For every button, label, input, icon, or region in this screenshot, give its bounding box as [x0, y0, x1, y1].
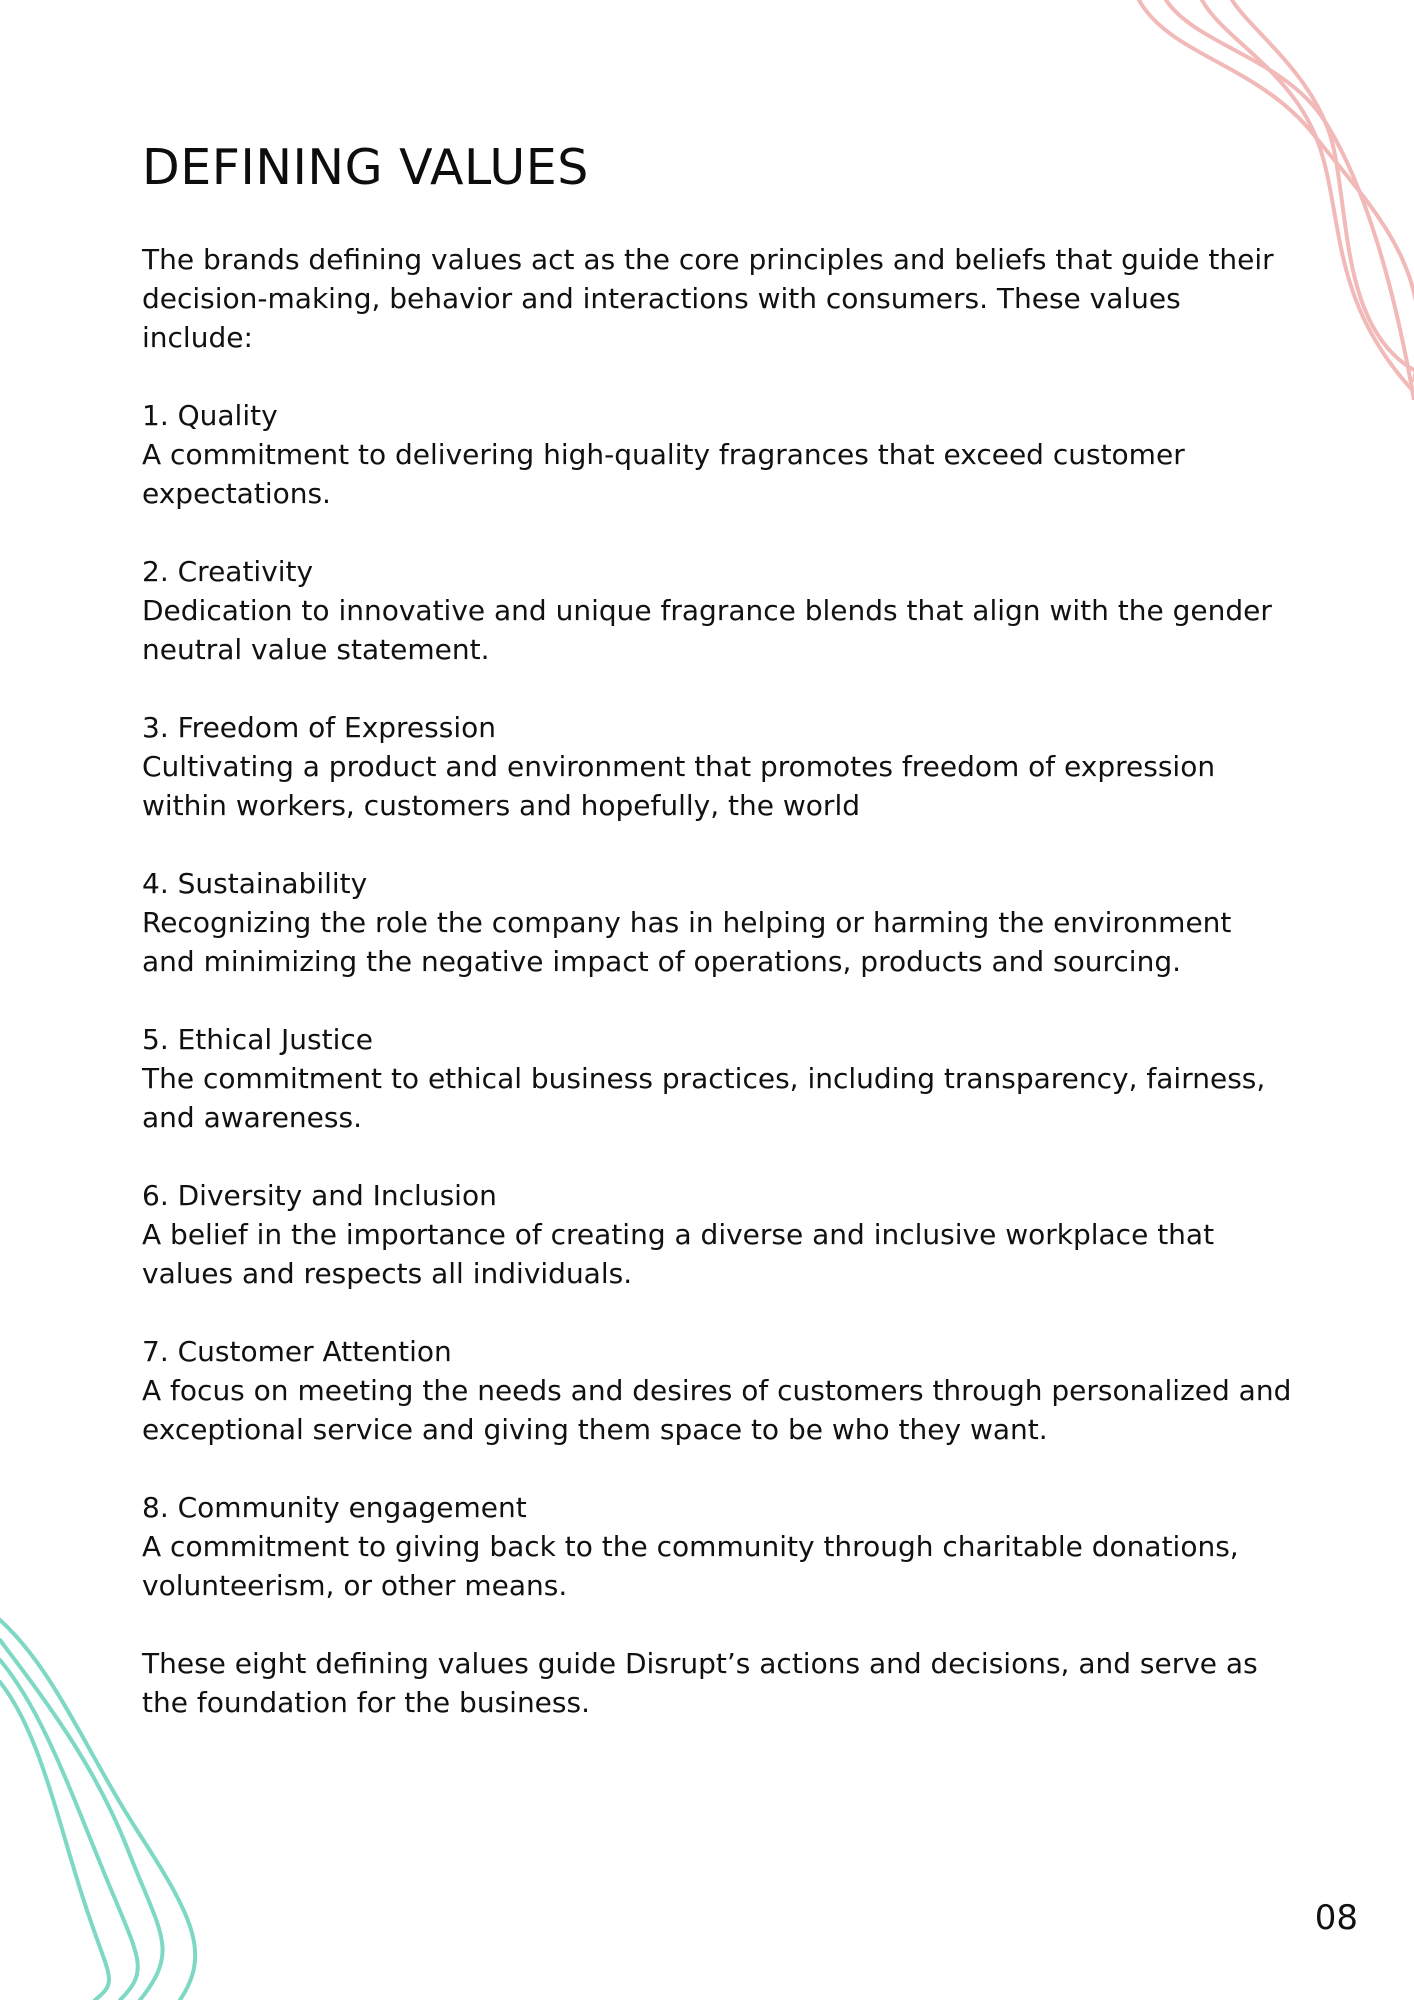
conclusion-paragraph: These eight defining values guide Disrupt’s actions and decisions, and serve as the foundation for the business.: [142, 1647, 1258, 1719]
value-item-quality: [142, 396, 1292, 513]
value-item-ethical-justice: [142, 1020, 1292, 1137]
value-description: A commitment to delivering high-quality fragrances that exceed customer expectations.: [142, 438, 1185, 510]
value-description: A commitment to giving back to the community through charitable donations, volunteerism, or other means.: [142, 1530, 1239, 1602]
value-title: 7. Customer Attention: [142, 1335, 452, 1368]
value-item-creativity: [142, 552, 1292, 669]
value-title: 5. Ethical Justice: [142, 1023, 374, 1056]
value-description: A belief in the importance of creating a diverse and inclusive workplace that values and respects all individuals.: [142, 1218, 1215, 1290]
value-description: Recognizing the role the company has in helping or harming the environment and minimizing the negative impact of operations, products and sourcing.: [142, 906, 1232, 978]
document-content: [142, 138, 1292, 1722]
value-title: 2. Creativity: [142, 555, 314, 588]
value-description: The commitment to ethical business practices, including transparency, fairness, and awareness.: [142, 1062, 1266, 1134]
value-item-sustainability: [142, 864, 1292, 981]
value-title: 6. Diversity and Inclusion: [142, 1179, 497, 1212]
value-description: A focus on meeting the needs and desires of customers through personalized and exceptional service and giving them space to be who they want.: [142, 1374, 1292, 1446]
value-title: 4. Sustainability: [142, 867, 368, 900]
value-item-freedom-of-expression: [142, 708, 1292, 825]
value-title: 1. Quality: [142, 399, 278, 432]
page-title: DEFINING VALUES: [142, 139, 589, 196]
value-item-customer-attention: [142, 1332, 1292, 1449]
value-title: 3. Freedom of Expression: [142, 711, 496, 744]
value-item-diversity-and-inclusion: [142, 1176, 1292, 1293]
value-description: Dedication to innovative and unique fragrance blends that align with the gender neutral value statement.: [142, 594, 1272, 666]
page-number: 08: [1314, 1898, 1358, 1938]
intro-paragraph: The brands defining values act as the core principles and beliefs that guide their decision-making, behavior and interactions with consumers. These values include:: [142, 243, 1274, 354]
value-description: Cultivating a product and environment that promotes freedom of expression within workers, customers and hopefully, the world: [142, 750, 1216, 822]
values-list: [142, 396, 1292, 1605]
value-item-community-engagement: [142, 1488, 1292, 1605]
value-title: 8. Community engagement: [142, 1491, 527, 1524]
